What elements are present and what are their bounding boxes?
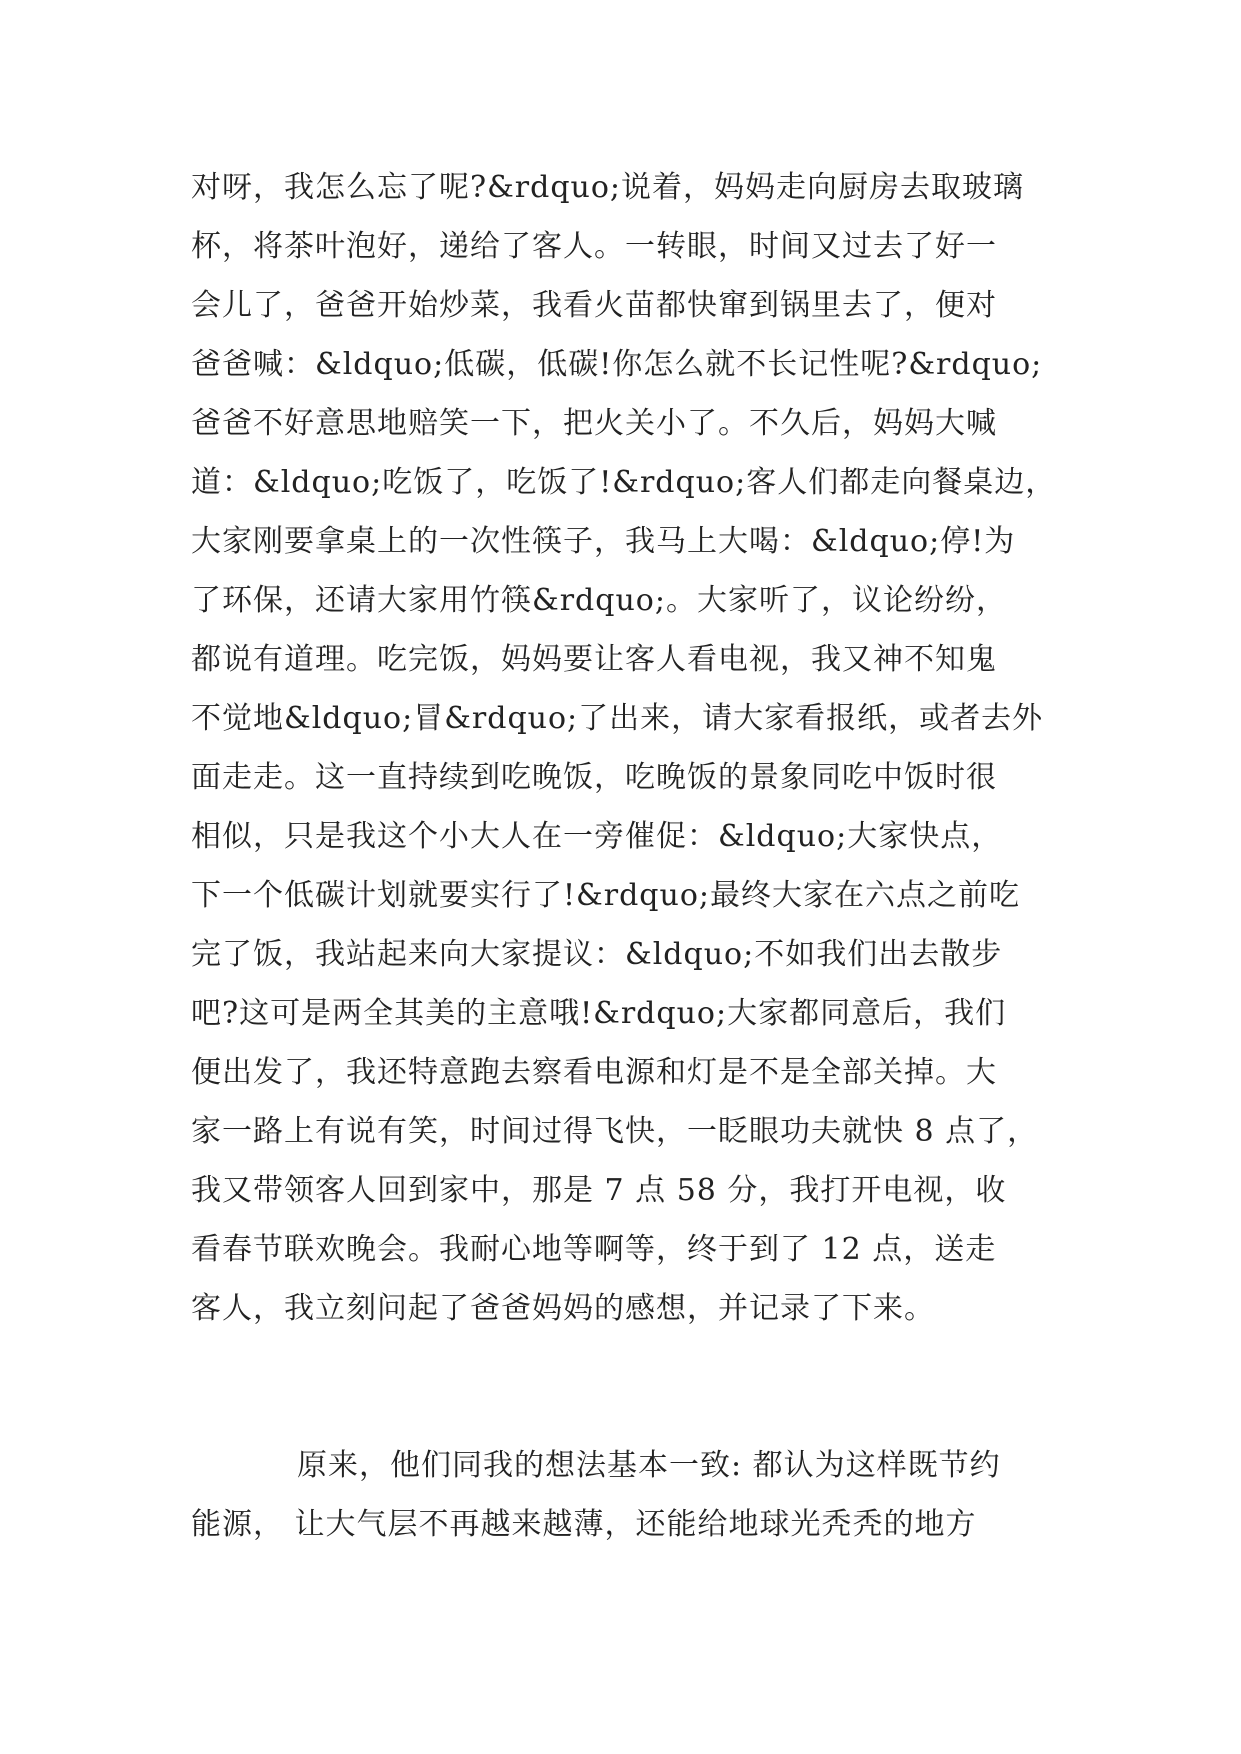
text-line: 能源， 让大气层不再越来越薄，还能给地球光秃秃的地方 — [191, 1507, 977, 1542]
text-line: 原来，他们同我的想法基本一致: 都认为这样既节约 — [297, 1448, 1001, 1483]
text-line: 家一路上有说有笑，时间过得飞快，一眨眼功夫就快 8 点了， — [191, 1114, 1039, 1149]
text-line: 相似，只是我这个小大人在一旁催促：&ldquo;大家快点， — [191, 819, 1003, 854]
text-line: 了环保，还请大家用竹筷&rdquo;。大家听了，议论纷纷， — [191, 583, 1007, 618]
text-line: 杯，将茶叶泡好，递给了客人。一转眼，时间又过去了好一 — [191, 229, 997, 264]
text-line: 都说有道理。吃完饭，妈妈要让客人看电视，我又神不知鬼 — [191, 642, 997, 677]
text-line: 我又带领客人回到家中，那是 7 点 58 分，我打开电视，收 — [191, 1173, 1007, 1208]
text-line: 不觉地&ldquo;冒&rdquo;了出来，请大家看报纸，或者去外 — [191, 701, 1044, 736]
text-line: 完了饭，我站起来向大家提议：&ldquo;不如我们出去散步 — [191, 937, 1003, 972]
text-line: 爸爸不好意思地赔笑一下，把火关小了。不久后，妈妈大喊 — [191, 406, 997, 441]
paragraph-2 — [191, 1436, 1071, 1554]
text-line: 看春节联欢晚会。我耐心地等啊等，终于到了 12 点，送走 — [191, 1232, 997, 1267]
text-line: 便出发了，我还特意跑去察看电源和灯是不是全部关掉。大 — [191, 1055, 997, 1090]
paragraph-1 — [191, 158, 1071, 1338]
text-line: 对呀，我怎么忘了呢?&rdquo;说着，妈妈走向厨房去取玻璃 — [191, 170, 1025, 205]
text-line: 道：&ldquo;吃饭了，吃饭了!&rdquo;客人们都走向餐桌边， — [191, 465, 1057, 500]
text-line: 爸爸喊：&ldquo;低碳，低碳!你怎么就不长记性呢?&rdquo; — [191, 347, 1043, 382]
text-line: 会儿了，爸爸开始炒菜，我看火苗都快窜到锅里去了，便对 — [191, 288, 997, 323]
text-line: 面走走。这一直持续到吃晚饭，吃晚饭的景象同吃中饭时很 — [191, 760, 997, 795]
text-line: 大家刚要拿桌上的一次性筷子，我马上大喝：&ldquo;停!为 — [191, 524, 1016, 559]
text-line: 下一个低碳计划就要实行了!&rdquo;最终大家在六点之前吃 — [191, 878, 1020, 913]
text-line: 吧?这可是两全其美的主意哦!&rdquo;大家都同意后，我们 — [191, 996, 1007, 1031]
text-line: 客人，我立刻问起了爸爸妈妈的感想，并记录了下来。 — [191, 1291, 935, 1326]
